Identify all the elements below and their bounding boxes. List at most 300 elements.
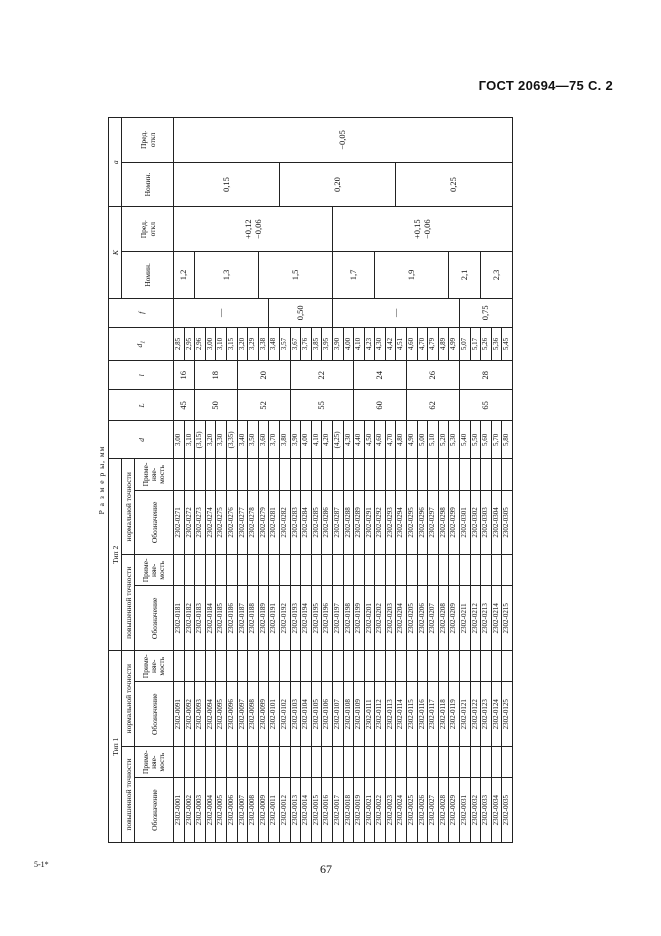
t1-norm-designation: 2302-0114	[396, 682, 407, 747]
L-value: 45	[174, 390, 195, 421]
t2-norm-applicability	[428, 459, 439, 490]
t1-inc-applicability	[311, 747, 322, 778]
t2-inc-designation: 2302-0187	[237, 586, 248, 651]
l-value: 26	[407, 361, 460, 390]
t1-inc-designation: 2302-0001	[174, 778, 185, 843]
t1-inc-designation: 2302-0018	[343, 778, 354, 843]
d1-value: 2,85	[174, 327, 185, 360]
a-nom-header: Номин.	[122, 162, 174, 207]
K-nom-header: Номин.	[122, 252, 174, 299]
t1-inc-designation: 2302-0029	[449, 778, 460, 843]
t1-inc-applicability	[375, 747, 386, 778]
L-value: 65	[460, 390, 513, 421]
l-value: 22	[290, 361, 354, 390]
d1-value: 5,17	[470, 327, 481, 360]
t1-norm-applicability	[460, 651, 471, 682]
a-tol-header: Пред. откл	[122, 118, 174, 163]
t1-norm-designation: 2302-0123	[481, 682, 492, 747]
signature-mark: 5-1*	[34, 860, 49, 869]
d-value: 5,00	[417, 421, 428, 459]
t2-norm-applicability	[184, 459, 195, 490]
t1-inc-applicability	[354, 747, 365, 778]
t2-norm-designation: 2302-0274	[205, 490, 216, 555]
t1-inc-designation: 2302-0027	[428, 778, 439, 843]
a-tol-value: −0,05	[174, 118, 513, 163]
t1-inc-designation: 2302-0023	[385, 778, 396, 843]
t2-norm-designation: 2302-0279	[258, 490, 269, 555]
t2-norm-applicability	[279, 459, 290, 490]
t1-inc-designation: 2302-0011	[269, 778, 280, 843]
K-tol-value: +0,15 −0,06	[332, 207, 512, 252]
t1-norm-applicability	[258, 651, 269, 682]
t2-norm-designation: 2302-0271	[174, 490, 185, 555]
t1-inc-applicability	[195, 747, 206, 778]
t2-norm-designation-header: Обозначение	[135, 490, 174, 555]
t2-inc-applicability	[354, 555, 365, 586]
d-value: 5,60	[481, 421, 492, 459]
t1-norm-applicability	[311, 651, 322, 682]
d-value: 4,30	[343, 421, 354, 459]
l-value: 28	[460, 361, 513, 390]
t2-norm-designation: 2302-0278	[248, 490, 259, 555]
t1-norm-applicability	[375, 651, 386, 682]
t1-norm-applicability	[417, 651, 428, 682]
rotated-table-wrapper	[94, 117, 614, 843]
t1-inc-applicability	[216, 747, 227, 778]
t2-norm-applicability	[269, 459, 280, 490]
d1-value: 2,96	[195, 327, 206, 360]
d1-value: 4,70	[417, 327, 428, 360]
t2-norm-designation: 2302-0285	[311, 490, 322, 555]
t1-norm-designation: 2302-0101	[269, 682, 280, 747]
L-value: 50	[195, 390, 237, 421]
t1-norm-designation: 2302-0091	[174, 682, 185, 747]
t1-norm-applicability	[428, 651, 439, 682]
d1-value: 3,29	[248, 327, 259, 360]
t1-inc-applicability	[290, 747, 301, 778]
d1-value: 3,85	[311, 327, 322, 360]
d-value: 5,50	[470, 421, 481, 459]
t1-inc-applicability	[491, 747, 502, 778]
t2-norm-designation: 2302-0277	[237, 490, 248, 555]
d-value: 3,40	[237, 421, 248, 459]
t2-norm-applicability	[417, 459, 428, 490]
t2-norm-applicability	[470, 459, 481, 490]
t2-inc-designation: 2302-0198	[343, 586, 354, 651]
d1-value: 4,30	[375, 327, 386, 360]
t1-norm-applicability	[290, 651, 301, 682]
t1-inc-designation: 2302-0021	[364, 778, 375, 843]
t1-norm-applicability	[301, 651, 312, 682]
f-value: —	[174, 298, 269, 327]
t1-inc-applicability	[428, 747, 439, 778]
t1-inc-designation: 2302-0031	[460, 778, 471, 843]
t2-norm-applicability	[385, 459, 396, 490]
L-value: 52	[237, 390, 290, 421]
page-number: 67	[320, 862, 332, 876]
t2-norm-applicability	[311, 459, 322, 490]
t2-inc-applicability	[279, 555, 290, 586]
t2-norm-designation: 2302-0287	[332, 490, 343, 555]
t2-inc-applicability	[205, 555, 216, 586]
t2-inc-designation-header: Обозначение	[135, 586, 174, 651]
t1-norm-designation: 2302-0098	[248, 682, 259, 747]
d-value: 3,90	[290, 421, 301, 459]
t2-inc-designation: 2302-0208	[438, 586, 449, 651]
t1-inc-applicability	[174, 747, 185, 778]
d1-value: 5,45	[502, 327, 513, 360]
standard-header: ГОСТ 20694—75 С. 2	[478, 78, 613, 93]
f-value: 0,50	[269, 298, 333, 327]
K-nom-value: 1,7	[332, 252, 374, 299]
t1-inc-designation: 2302-0006	[226, 778, 237, 843]
t1-inc-designation: 2302-0035	[502, 778, 513, 843]
d-value: 4,70	[385, 421, 396, 459]
t2-inc-applicability	[258, 555, 269, 586]
t2-inc-applicability	[174, 555, 185, 586]
d-value: 5,80	[502, 421, 513, 459]
d-value: 4,50	[364, 421, 375, 459]
t2-norm-designation: 2302-0282	[279, 490, 290, 555]
d-value: 3,50	[248, 421, 259, 459]
L-value: 62	[407, 390, 460, 421]
t2-inc-applicability	[248, 555, 259, 586]
K-tol-value: +0,12 −0,06	[174, 207, 333, 252]
t1-inc-designation: 2302-0004	[205, 778, 216, 843]
t1-inc-applicability	[385, 747, 396, 778]
t2-norm-applicability	[481, 459, 492, 490]
t2-inc-applicability	[502, 555, 513, 586]
t1-inc-applicability	[460, 747, 471, 778]
t2-inc-designation: 2302-0184	[205, 586, 216, 651]
t1-inc-applicability	[184, 747, 195, 778]
d1-value: 3,00	[205, 327, 216, 360]
t1-norm-designation: 2302-0113	[385, 682, 396, 747]
t1-norm-designation: 2302-0103	[290, 682, 301, 747]
t2-norm-designation: 2302-0299	[449, 490, 460, 555]
t1-inc-designation-header: Обозначение	[135, 778, 174, 843]
t2-inc-designation: 2302-0194	[301, 586, 312, 651]
t2-norm-applicability	[174, 459, 185, 490]
col-f-header: f	[109, 298, 174, 327]
t1-inc-applicability	[502, 747, 513, 778]
t2-inc-applicability	[343, 555, 354, 586]
t2-norm-applicability	[258, 459, 269, 490]
t2-norm-applicability	[226, 459, 237, 490]
t1-norm-applicability	[322, 651, 333, 682]
d1-value: 5,07	[460, 327, 471, 360]
l-value: 24	[354, 361, 407, 390]
t2-inc-designation: 2302-0204	[396, 586, 407, 651]
t1-inc-applicability	[396, 747, 407, 778]
t1-inc-designation: 2302-0022	[375, 778, 386, 843]
t1-inc-designation: 2302-0033	[481, 778, 492, 843]
a-nom-value: 0,25	[396, 162, 513, 207]
t2-inc-designation: 2302-0191	[269, 586, 280, 651]
t2-inc-applicability-header: Приме- няе- мость	[135, 555, 174, 586]
t2-norm-designation: 2302-0273	[195, 490, 206, 555]
t2-norm-designation: 2302-0301	[460, 490, 471, 555]
t1-norm-designation: 2302-0122	[470, 682, 481, 747]
t1-inc-applicability	[407, 747, 418, 778]
K-nom-value: 1,2	[174, 252, 195, 299]
t1-norm-designation: 2302-0097	[237, 682, 248, 747]
t2-norm-applicability-header: Приме- няе- мость	[135, 459, 174, 490]
t1-inc-applicability	[248, 747, 259, 778]
t2-inc-designation: 2302-0201	[364, 586, 375, 651]
t1-norm-designation: 2302-0092	[184, 682, 195, 747]
t2-norm-applicability	[502, 459, 513, 490]
d1-value: 3,57	[279, 327, 290, 360]
t1-norm-designation: 2302-0124	[491, 682, 502, 747]
t2-norm-applicability	[491, 459, 502, 490]
t2-inc-designation: 2302-0203	[385, 586, 396, 651]
t1-inc-designation: 2302-0016	[322, 778, 333, 843]
t1-inc-designation: 2302-0012	[279, 778, 290, 843]
t1-norm-designation: 2302-0102	[279, 682, 290, 747]
t1-norm-applicability	[481, 651, 492, 682]
t2-norm-designation: 2302-0293	[385, 490, 396, 555]
t2-norm-applicability	[290, 459, 301, 490]
t1-inc-designation: 2302-0014	[301, 778, 312, 843]
t1-norm-designation: 2302-0116	[417, 682, 428, 747]
t2-inc-designation: 2302-0215	[502, 586, 513, 651]
t1-norm-applicability	[354, 651, 365, 682]
t1-norm-applicability	[407, 651, 418, 682]
t1-inc-applicability	[322, 747, 333, 778]
d1-value: 4,00	[343, 327, 354, 360]
d1-value: 3,38	[258, 327, 269, 360]
t2-inc-applicability	[449, 555, 460, 586]
d1-value: 3,90	[332, 327, 343, 360]
t1-norm-applicability	[226, 651, 237, 682]
t2-norm-designation: 2302-0275	[216, 490, 227, 555]
t2-inc-designation: 2302-0196	[322, 586, 333, 651]
t1-inc-applicability	[279, 747, 290, 778]
d1-value: 3,48	[269, 327, 280, 360]
t2-inc-applicability	[184, 555, 195, 586]
t1-inc-applicability	[332, 747, 343, 778]
t1-norm-applicability	[205, 651, 216, 682]
d-value: 4,10	[311, 421, 322, 459]
t2-inc-applicability	[460, 555, 471, 586]
d1-value: 5,36	[491, 327, 502, 360]
t2-norm-designation: 2302-0288	[343, 490, 354, 555]
t2-norm-designation: 2302-0294	[396, 490, 407, 555]
t1-norm-applicability	[332, 651, 343, 682]
table-caption: Р а з м е р ы, мм	[96, 445, 106, 515]
t2-inc-designation: 2302-0213	[481, 586, 492, 651]
d1-value: 4,79	[428, 327, 439, 360]
t1-norm-designation: 2302-0105	[311, 682, 322, 747]
t2-inc-applicability	[470, 555, 481, 586]
t1-norm-applicability	[216, 651, 227, 682]
col-d-header: d	[109, 421, 174, 459]
t2-norm-applicability	[396, 459, 407, 490]
d-value: 3,80	[279, 421, 290, 459]
d-value: 5,70	[491, 421, 502, 459]
d-value: 4,90	[407, 421, 418, 459]
col-a-header: a	[109, 118, 122, 207]
t2-inc-applicability	[481, 555, 492, 586]
t1-norm-applicability	[343, 651, 354, 682]
d1-value: 3,10	[216, 327, 227, 360]
K-nom-value: 1,3	[195, 252, 259, 299]
d1-value: 3,95	[322, 327, 333, 360]
d1-value: 3,15	[226, 327, 237, 360]
d-value: (4,25)	[332, 421, 343, 459]
d1-value: 3,20	[237, 327, 248, 360]
t1-inc-applicability	[449, 747, 460, 778]
t2-norm-designation: 2302-0298	[438, 490, 449, 555]
col-K-header: K	[109, 207, 122, 298]
t2-inc-designation: 2302-0199	[354, 586, 365, 651]
f-value: —	[332, 298, 459, 327]
t2-inc-designation: 2302-0189	[258, 586, 269, 651]
K-nom-value: 1,5	[258, 252, 332, 299]
d-value: 4,80	[396, 421, 407, 459]
t2-inc-designation: 2302-0183	[195, 586, 206, 651]
t1-norm-applicability	[237, 651, 248, 682]
t2-inc-designation: 2302-0211	[460, 586, 471, 651]
t2-inc-applicability	[417, 555, 428, 586]
t2-inc-designation: 2302-0206	[417, 586, 428, 651]
t2-norm-designation: 2302-0286	[322, 490, 333, 555]
t2-inc-designation: 2302-0212	[470, 586, 481, 651]
t2-norm-applicability	[216, 459, 227, 490]
d-value: 3,30	[216, 421, 227, 459]
t2-norm-applicability	[438, 459, 449, 490]
d-value: 5,30	[449, 421, 460, 459]
t1-inc-applicability	[438, 747, 449, 778]
t2-norm-designation: 2302-0295	[407, 490, 418, 555]
t1-norm-applicability	[184, 651, 195, 682]
t1-inc-applicability-header: Приме- няе- мость	[135, 747, 174, 778]
t1-norm-designation: 2302-0125	[502, 682, 513, 747]
t2-norm-applicability	[375, 459, 386, 490]
t2-norm-applicability	[195, 459, 206, 490]
t2-norm-designation: 2302-0272	[184, 490, 195, 555]
d1-value: 4,42	[385, 327, 396, 360]
t1-inc-designation: 2302-0028	[438, 778, 449, 843]
t2-inc-applicability	[438, 555, 449, 586]
L-value: 55	[290, 390, 354, 421]
t2-norm-designation: 2302-0292	[375, 490, 386, 555]
t1-inc-applicability	[226, 747, 237, 778]
dimensions-table	[94, 117, 513, 843]
t2-norm-designation: 2302-0302	[470, 490, 481, 555]
t2-inc-applicability	[226, 555, 237, 586]
t1-normal-header: нормальной точности	[122, 651, 135, 747]
t1-norm-applicability	[248, 651, 259, 682]
t1-norm-designation: 2302-0118	[438, 682, 449, 747]
t1-inc-designation: 2302-0005	[216, 778, 227, 843]
t2-norm-applicability	[407, 459, 418, 490]
t2-inc-applicability	[269, 555, 280, 586]
a-nom-value: 0,20	[279, 162, 396, 207]
col-d1-header: $d_1$	[109, 327, 174, 360]
t1-norm-applicability	[195, 651, 206, 682]
t1-norm-applicability	[279, 651, 290, 682]
d-value: 4,40	[354, 421, 365, 459]
t1-inc-applicability	[364, 747, 375, 778]
t2-norm-applicability	[343, 459, 354, 490]
t1-norm-designation: 2302-0096	[226, 682, 237, 747]
t2-norm-designation: 2302-0296	[417, 490, 428, 555]
table-body	[174, 118, 513, 843]
t2-inc-designation: 2302-0214	[491, 586, 502, 651]
t1-norm-applicability	[491, 651, 502, 682]
t1-inc-applicability	[481, 747, 492, 778]
t1-norm-applicability	[449, 651, 460, 682]
t2-inc-applicability	[195, 555, 206, 586]
l-value: 16	[174, 361, 195, 390]
K-nom-value: 1,9	[375, 252, 449, 299]
t2-norm-applicability	[460, 459, 471, 490]
t1-inc-designation: 2302-0032	[470, 778, 481, 843]
d1-value: 3,76	[301, 327, 312, 360]
t1-norm-designation-header: Обозначение	[135, 682, 174, 747]
t2-inc-designation: 2302-0182	[184, 586, 195, 651]
t2-inc-applicability	[332, 555, 343, 586]
t1-inc-designation: 2302-0008	[248, 778, 259, 843]
t1-norm-designation: 2302-0117	[428, 682, 439, 747]
d-value: 4,20	[322, 421, 333, 459]
t1-norm-applicability	[470, 651, 481, 682]
t1-norm-applicability	[438, 651, 449, 682]
t1-norm-designation: 2302-0115	[407, 682, 418, 747]
t2-norm-designation: 2302-0303	[481, 490, 492, 555]
t1-norm-applicability	[174, 651, 185, 682]
t1-inc-designation: 2302-0034	[491, 778, 502, 843]
t1-norm-applicability	[396, 651, 407, 682]
K-tol-header: Пред. откл	[122, 207, 174, 252]
t1-inc-designation: 2302-0007	[237, 778, 248, 843]
t1-inc-designation: 2302-0025	[407, 778, 418, 843]
d-value: (3,35)	[226, 421, 237, 459]
d1-value: 3,67	[290, 327, 301, 360]
col-l-header: l	[109, 361, 174, 390]
type1-header: Тип 1	[109, 651, 122, 843]
table-row	[174, 118, 185, 843]
t2-norm-designation: 2302-0291	[364, 490, 375, 555]
t2-norm-designation: 2302-0281	[269, 490, 280, 555]
t2-inc-designation: 2302-0192	[279, 586, 290, 651]
L-value: 60	[354, 390, 407, 421]
t1-norm-designation: 2302-0104	[301, 682, 312, 747]
t2-inc-designation: 2302-0195	[311, 586, 322, 651]
t2-inc-applicability	[216, 555, 227, 586]
t1-norm-designation: 2302-0099	[258, 682, 269, 747]
t1-inc-applicability	[258, 747, 269, 778]
t2-norm-applicability	[248, 459, 259, 490]
d1-value: 5,26	[481, 327, 492, 360]
t1-norm-designation: 2302-0107	[332, 682, 343, 747]
t2-inc-designation: 2302-0181	[174, 586, 185, 651]
t2-inc-designation: 2302-0186	[226, 586, 237, 651]
t2-inc-applicability	[385, 555, 396, 586]
d-value: 3,70	[269, 421, 280, 459]
f-value: 0,75	[460, 298, 513, 327]
t1-norm-designation: 2302-0108	[343, 682, 354, 747]
t1-inc-applicability	[470, 747, 481, 778]
t1-norm-applicability	[364, 651, 375, 682]
t1-inc-designation: 2302-0002	[184, 778, 195, 843]
t2-inc-applicability	[311, 555, 322, 586]
t2-inc-designation: 2302-0205	[407, 586, 418, 651]
l-value: 18	[195, 361, 237, 390]
t2-inc-applicability	[290, 555, 301, 586]
